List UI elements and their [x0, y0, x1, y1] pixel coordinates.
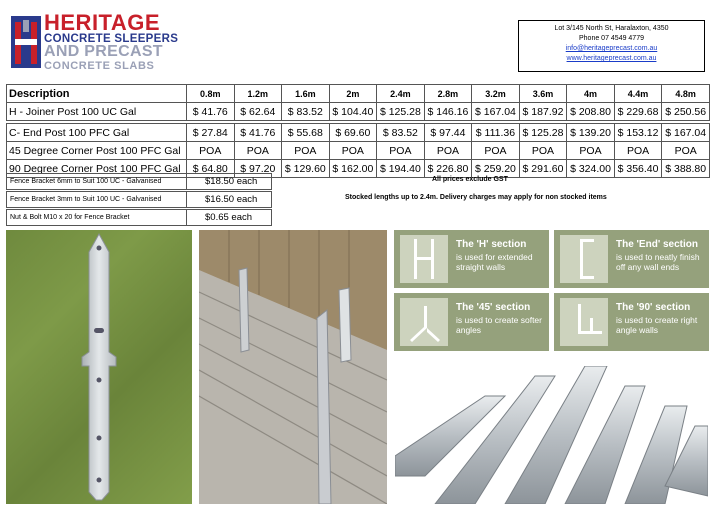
section-title: The 'H' section — [456, 239, 527, 250]
price-cell: $ 229.68 — [614, 103, 662, 121]
price-cell: $ 139.20 — [567, 124, 615, 142]
45-section-panel — [394, 293, 549, 351]
section-title: The 'End' section — [616, 239, 698, 250]
column-header: 4.4m — [614, 85, 662, 103]
price-table — [6, 84, 710, 178]
column-header: 3.6m — [519, 85, 567, 103]
price-cell: $ 104.40 — [329, 103, 377, 121]
price-cell: $ 83.52 — [282, 103, 330, 121]
price-cell: $ 125.28 — [519, 124, 567, 142]
bracket-label: Nut & Bolt M10 x 20 for Fence Bracket — [7, 210, 187, 226]
column-header: 0.8m — [187, 85, 235, 103]
fence-bracket-image — [6, 230, 192, 504]
h-section-icon — [400, 235, 448, 283]
column-header: 2.8m — [424, 85, 472, 103]
price-cell: $ 291.60 — [519, 160, 567, 178]
list-item — [7, 174, 272, 190]
column-header: Description — [7, 85, 187, 103]
row-description: 90 Degree Corner Post 100 PFC Gal — [7, 160, 187, 178]
bracket-price: $0.65 each — [187, 210, 272, 226]
retaining-wall-image — [199, 230, 387, 504]
price-cell: $ 324.00 — [567, 160, 615, 178]
table-row — [7, 142, 710, 160]
row-description: H - Joiner Post 100 UC Gal — [7, 103, 187, 121]
price-cell: $ 69.60 — [329, 124, 377, 142]
column-header: 1.6m — [282, 85, 330, 103]
price-cell: $ 83.52 — [377, 124, 425, 142]
delivery-note: Stocked lengths up to 2.4m. Delivery charges may apply for non stocked items — [345, 194, 607, 201]
90-section-icon — [560, 298, 608, 346]
column-header: 2.4m — [377, 85, 425, 103]
price-cell: $ 194.40 — [377, 160, 425, 178]
price-cell: $ 356.40 — [614, 160, 662, 178]
table-row — [7, 124, 710, 142]
contact-box — [518, 20, 705, 72]
table-header-row — [7, 85, 710, 103]
price-cell: $ 41.76 — [187, 103, 235, 121]
column-header: 2m — [329, 85, 377, 103]
list-item — [7, 210, 272, 226]
price-cell: $ 187.92 — [519, 103, 567, 121]
price-cell: POA — [662, 142, 710, 160]
price-cell: POA — [377, 142, 425, 160]
price-cell: $ 64.80 — [187, 160, 235, 178]
price-cell: $ 259.20 — [472, 160, 520, 178]
price-cell: $ 111.36 — [472, 124, 520, 142]
contact-phone: Phone 07 4549 4779 — [578, 35, 644, 42]
gst-note: All prices exclude GST — [432, 176, 508, 183]
contact-address: Lot 3/145 North St, Haralaxton, 4350 — [554, 25, 669, 32]
price-cell: POA — [424, 142, 472, 160]
column-header: 4.8m — [662, 85, 710, 103]
price-cell: POA — [567, 142, 615, 160]
price-cell: POA — [614, 142, 662, 160]
price-cell: $ 41.76 — [234, 124, 282, 142]
contact-email-link[interactable]: info@heritageprecast.com.au — [565, 45, 658, 52]
price-cell: POA — [519, 142, 567, 160]
brand-name: HERITAGE — [44, 10, 161, 35]
brand-tagline: CONCRETE SLEEPERS — [44, 33, 179, 45]
steel-posts-photo — [395, 366, 708, 504]
column-header: 4m — [567, 85, 615, 103]
contact-website-link[interactable]: www.heritageprecast.com.au — [566, 55, 657, 62]
bracket-label: Fence Bracket 3mm to Suit 100 UC - Galvanised — [7, 192, 187, 208]
section-title: The '90' section — [616, 302, 691, 313]
45-section-icon — [400, 298, 448, 346]
end-section-icon — [560, 235, 608, 283]
brand-subname: AND PRECAST — [44, 43, 163, 60]
price-cell: $ 97.20 — [234, 160, 282, 178]
price-cell: $ 62.64 — [234, 103, 282, 121]
logo-icon — [11, 16, 41, 68]
price-cell: $ 27.84 — [187, 124, 235, 142]
price-cell: $ 167.04 — [662, 124, 710, 142]
price-cell: POA — [234, 142, 282, 160]
bracket-price-list — [6, 173, 272, 226]
brand-subtagline: CONCRETE SLABS — [44, 60, 155, 72]
list-item — [7, 192, 272, 208]
price-cell: POA — [187, 142, 235, 160]
price-cell: POA — [329, 142, 377, 160]
row-description: 45 Degree Corner Post 100 PFC Gal — [7, 142, 187, 160]
price-cell: $ 250.56 — [662, 103, 710, 121]
bracket-label: Fence Bracket 6mm to Suit 100 UC - Galvanised — [7, 174, 187, 190]
column-header: 1.2m — [234, 85, 282, 103]
price-cell: $ 146.16 — [424, 103, 472, 121]
bracket-price: $18.50 each — [187, 174, 272, 190]
h-section-panel — [394, 230, 549, 288]
price-cell: $ 208.80 — [567, 103, 615, 121]
price-cell: $ 167.04 — [472, 103, 520, 121]
price-cell: $ 97.44 — [424, 124, 472, 142]
table-row — [7, 103, 710, 121]
bracket-price: $16.50 each — [187, 192, 272, 208]
fence-photo — [199, 230, 387, 504]
bracket-photo — [6, 230, 192, 504]
price-cell: $ 226.80 — [424, 160, 472, 178]
column-header: 3.2m — [472, 85, 520, 103]
90-section-panel — [554, 293, 709, 351]
price-cell: $ 55.68 — [282, 124, 330, 142]
price-cell: $ 129.60 — [282, 160, 330, 178]
galvanised-posts-image — [395, 366, 708, 504]
row-description: C- End Post 100 PFC Gal — [7, 124, 187, 142]
price-cell: POA — [472, 142, 520, 160]
price-cell: $ 162.00 — [329, 160, 377, 178]
section-description: is used for extended straight walls — [456, 252, 533, 272]
price-cell: POA — [282, 142, 330, 160]
section-title: The '45' section — [456, 302, 531, 313]
price-cell: $ 125.28 — [377, 103, 425, 121]
section-description: is used to create right angle walls — [616, 315, 698, 335]
price-cell: $ 388.80 — [662, 160, 710, 178]
section-description: is used to neatly finish off any wall ends — [616, 252, 700, 272]
section-description: is used to create softer angles — [456, 315, 542, 335]
price-cell: $ 153.12 — [614, 124, 662, 142]
end-section-panel — [554, 230, 709, 288]
